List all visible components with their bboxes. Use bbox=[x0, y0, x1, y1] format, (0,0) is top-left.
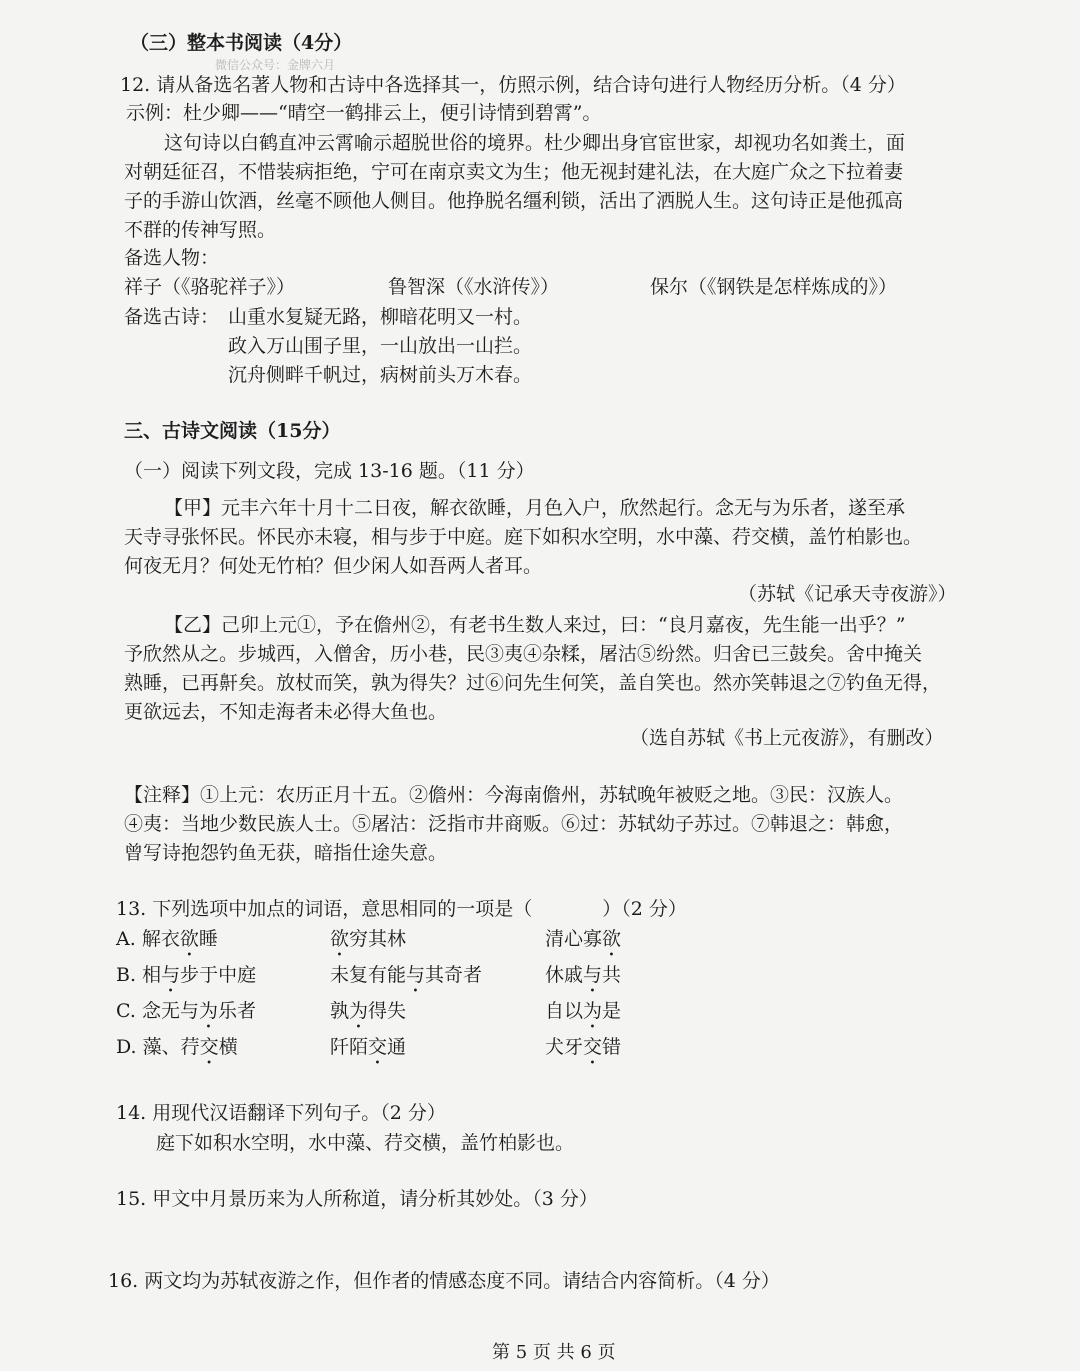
q13-option-a-word: 欲穷其林 bbox=[330, 928, 407, 950]
q13-option-c-word: 自以为是 bbox=[545, 1000, 622, 1022]
annotation-line: 【注释】①上元：农历正月十五。②儋州：今海南儋州，苏轼晚年被贬之地。③民：汉族人。 bbox=[124, 784, 904, 806]
passage-yi-line: 予欣然从之。步城西，入僧舍，历小巷，民③夷④杂糅，屠沽⑤纷然。归舍已三鼓矣。舍中掩关 bbox=[124, 643, 923, 665]
passage-jia-line: 何夜无月？何处无竹柏？但少闲人如吾两人者耳。 bbox=[124, 555, 543, 577]
q13-option-b: B. 相与步于中庭 bbox=[116, 964, 257, 986]
passage-jia-line: 天寺寻张怀民。怀民亦未寝，相与步于中庭。庭下如积水空明，水中藻、荇交横，盖竹柏影也。 bbox=[124, 526, 923, 548]
q12-explain-line: 不群的传神写照。 bbox=[124, 219, 277, 241]
passage-yi-line: 熟睡，已再鼾矣。放杖而笑，孰为得失？过⑥问先生何笑，盖自笑也。然亦笑韩退之⑦钓鱼无得， bbox=[124, 672, 942, 694]
page-footer: 第 5 页 共 6 页 bbox=[492, 1342, 616, 1363]
candidate-poem: 政入万山围子里，一山放出一山拦。 bbox=[228, 335, 533, 357]
q12-explain-line: 对朝廷征召，不惜装病拒绝，宁可在南京卖文为生；他无视封建礼法，在大庭广众之下拉着妻 bbox=[124, 161, 904, 183]
q12-explain-line: 这句诗以白鹤直冲云霄喻示超脱世俗的境界。杜少卿出身官宦世家，却视功名如粪土，面 bbox=[164, 132, 906, 154]
q13-option-b-word: 休戚与共 bbox=[545, 964, 622, 986]
q13-option-d-word: 阡陌交通 bbox=[330, 1036, 407, 1058]
q13-stem: 13. 下列选项中加点的词语，意思相同的一项是（ ）（2 分） bbox=[116, 898, 687, 920]
candidate-poem: 沉舟侧畔千帆过，病树前头万木春。 bbox=[228, 364, 533, 386]
q14-sentence: 庭下如积水空明，水中藻、荇交横，盖竹柏影也。 bbox=[156, 1132, 575, 1154]
annotation-line: 曾写诗抱怨钓鱼无获，暗指仕途失意。 bbox=[124, 842, 448, 864]
q16-stem: 16. 两文均为苏轼夜游之作，但作者的情感态度不同。请结合内容简析。（4 分） bbox=[108, 1270, 780, 1292]
section-title-classic: 三、古诗文阅读（15分） bbox=[124, 420, 341, 442]
q14-stem: 14. 用现代汉语翻译下列句子。（2 分） bbox=[116, 1102, 446, 1124]
q12-example: 示例：杜少卿——“晴空一鹤排云上，便引诗情到碧霄”。 bbox=[126, 102, 602, 124]
candidate-char: 鲁智深（《水浒传》） bbox=[388, 276, 560, 298]
passage-yi-source: （选自苏轼《书上元夜游》，有删改） bbox=[630, 727, 944, 749]
candidate-poem: 山重水复疑无路，柳暗花明又一村。 bbox=[228, 306, 533, 328]
q12-stem: 12. 请从备选名著人物和古诗中各选择其一，仿照示例，结合诗句进行人物经历分析。（4 分） bbox=[120, 74, 906, 96]
passage-instructions: （一）阅读下列文段，完成 13-16 题。（11 分） bbox=[124, 460, 535, 482]
passage-yi-line: 更欲远去，不知走海者未必得大鱼也。 bbox=[124, 701, 448, 723]
candidate-poem-label: 备选古诗： bbox=[124, 306, 220, 328]
q13-option-c: C. 念无与为乐者 bbox=[116, 1000, 256, 1022]
q16-answer-area[interactable] bbox=[108, 1298, 956, 1338]
section-title-book: （三）整本书阅读（4分） bbox=[130, 32, 353, 54]
passage-yi-line: 【乙】己卯上元①，予在儋州②，有老书生数人来过，曰：“良月嘉夜，先生能一出乎？” bbox=[164, 614, 906, 636]
candidate-char: 保尔（《钢铁是怎样炼成的》） bbox=[650, 276, 898, 298]
q13-option-d-word: 犬牙交错 bbox=[545, 1036, 622, 1058]
q13-option-a-word: 清心寡欲 bbox=[545, 928, 622, 950]
candidate-char-label: 备选人物： bbox=[124, 247, 220, 269]
passage-jia-line: 【甲】元丰六年十月十二日夜，解衣欲睡，月色入户，欣然起行。念无与为乐者，遂至承 bbox=[164, 497, 906, 519]
candidate-char: 祥子（《骆驼祥子》） bbox=[124, 276, 296, 298]
annotation-line: ④夷：当地少数民族人士。⑤屠沽：泛指市井商贩。⑥过：苏轼幼子苏过。⑦韩退之：韩愈， bbox=[124, 813, 904, 835]
q15-stem: 15. 甲文中月景历来为人所称道，请分析其妙处。（3 分） bbox=[116, 1188, 598, 1210]
q13-option-c-word: 孰为得失 bbox=[330, 1000, 407, 1022]
q13-option-b-word: 未复有能与其奇者 bbox=[330, 964, 483, 986]
q15-answer-area[interactable] bbox=[116, 1216, 956, 1266]
q13-option-d: D. 藻、荇交横 bbox=[116, 1036, 238, 1058]
q12-explain-line: 子的手游山饮酒，丝毫不顾他人侧目。他挣脱名缰利锁，活出了洒脱人生。这句诗正是他孤高 bbox=[124, 190, 904, 212]
q13-option-a: A. 解衣欲睡 bbox=[116, 928, 218, 950]
passage-jia-source: （苏轼《记承天寺夜游》） bbox=[738, 583, 957, 605]
watermark: 微信公众号：金牌六月 bbox=[215, 58, 336, 72]
